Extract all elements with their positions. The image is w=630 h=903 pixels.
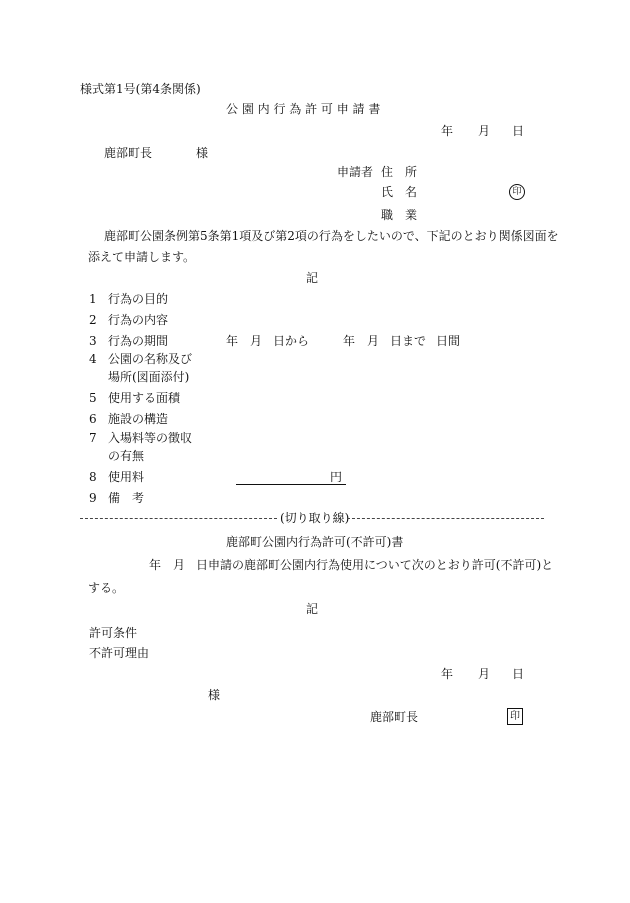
permit-month: 月 (173, 558, 186, 572)
item-label: 使用する面積 (108, 391, 181, 405)
name-label: 氏 名 (381, 185, 418, 199)
item-label-line2: の有無 (108, 449, 145, 463)
item-number: 6 (89, 412, 97, 426)
item-label: 施設の構造 (108, 412, 169, 426)
period-to-day: 日まで (390, 334, 427, 348)
permit-body-line2: する。 (88, 581, 125, 595)
ki-heading: 記 (306, 271, 319, 285)
item-label: 備 考 (108, 491, 145, 505)
permit-date-day: 日 (512, 667, 525, 681)
period-from-year: 年 (226, 334, 239, 348)
body-text-line1: 鹿部町公園条例第5条第1項及び第2項の行為をしたいので、下記のとおり関係図面を (104, 229, 559, 243)
period-to-year: 年 (343, 334, 356, 348)
cutoff-label: (切り取り線) (280, 511, 350, 525)
item-number: 1 (89, 292, 97, 306)
fee-unit: 円 (330, 470, 343, 484)
item-label-line2: 場所(図面添付) (108, 370, 190, 384)
addressee-honorific: 様 (196, 146, 209, 160)
permit-issuer: 鹿部町長 (370, 710, 419, 724)
item-label: 入場料等の徴収 (108, 431, 193, 445)
item-label: 行為の期間 (108, 334, 169, 348)
permit-year: 年 (149, 558, 162, 572)
item-label: 使用料 (108, 470, 145, 484)
item-label: 行為の目的 (108, 292, 169, 306)
item-number: 5 (89, 391, 97, 405)
addressee: 鹿部町長 (104, 146, 153, 160)
permit-honorific: 様 (208, 688, 221, 702)
item-label: 公園の名称及び (108, 352, 193, 366)
date-year: 年 (441, 124, 454, 138)
reject-reason-label: 不許可理由 (89, 646, 150, 660)
permit-seal: 印 (507, 708, 523, 725)
form-number: 様式第1号(第4条関係) (80, 82, 201, 96)
body-text-line2: 添えて申請します。 (88, 250, 196, 264)
permit-title: 鹿部町公園内行為許可(不許可)書 (226, 535, 404, 549)
permit-ki-heading: 記 (306, 602, 319, 616)
conditions-label: 許可条件 (89, 626, 138, 640)
item-number: 2 (89, 313, 97, 327)
period-to-month: 月 (367, 334, 380, 348)
period-days: 日間 (436, 334, 461, 348)
item-number: 3 (89, 334, 97, 348)
item-number: 9 (89, 491, 97, 505)
occupation-label: 職 業 (381, 208, 418, 222)
item-number: 4 (89, 352, 97, 366)
applicant-label: 申請者 (337, 165, 374, 179)
date-day: 日 (512, 124, 525, 138)
cutoff-line-right (347, 518, 544, 519)
page-title: 公 園 内 行 為 許 可 申 請 書 (226, 102, 381, 116)
permit-date-year: 年 (441, 667, 454, 681)
period-from-month: 月 (250, 334, 263, 348)
date-month: 月 (478, 124, 491, 138)
item-number: 7 (89, 431, 97, 445)
seal-stamp: 印 (509, 184, 525, 200)
permit-body-line1: 日申請の鹿部町公園内行為使用について次のとおり許可(不許可)と (196, 558, 554, 572)
address-label: 住 所 (381, 165, 418, 179)
permit-date-month: 月 (478, 667, 491, 681)
item-number: 8 (89, 470, 97, 484)
period-from-day: 日から (273, 334, 310, 348)
cutoff-line-left (80, 518, 277, 519)
item-label: 行為の内容 (108, 313, 169, 327)
